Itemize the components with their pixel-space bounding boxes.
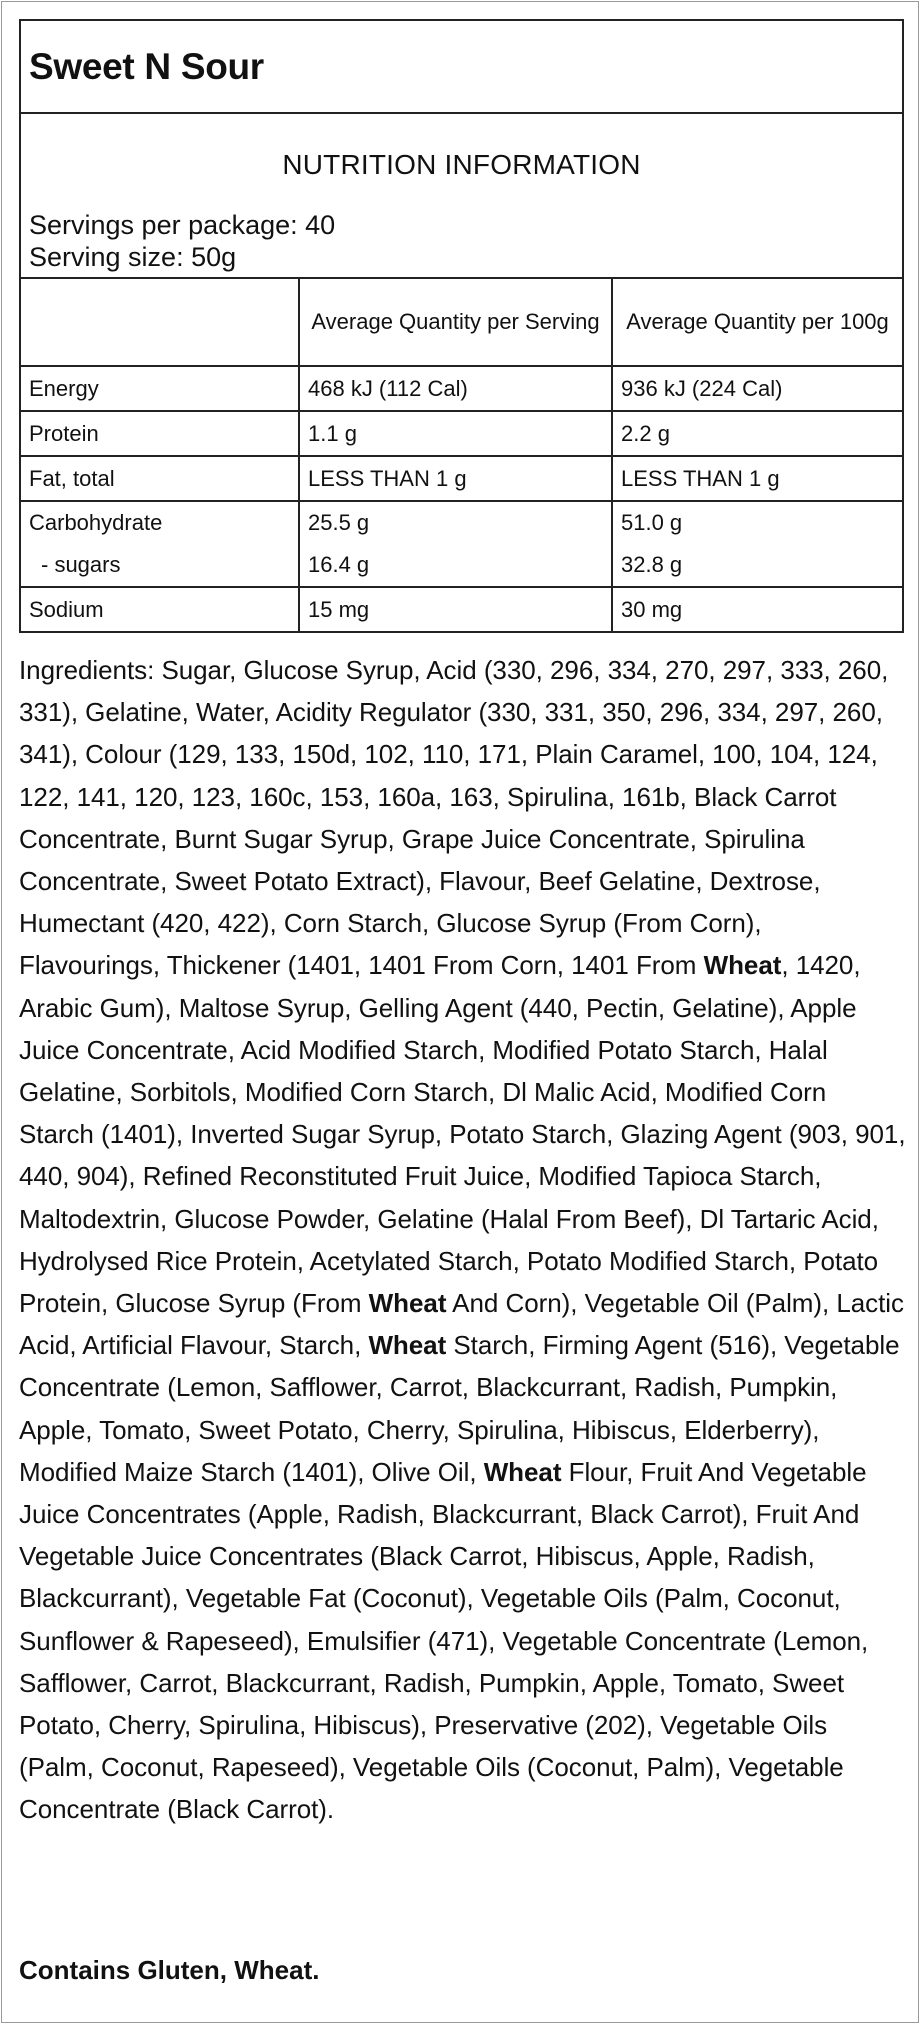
sugars-label: - sugars <box>41 552 121 577</box>
row-label: Sodium <box>21 587 299 631</box>
ingredients-part: Flour, Fruit And Vegetable Juice Concentrates (Apple, Radish, Blackcurrant, Black Carrot), Fruit And Vegetable Juice Concentrates (Black Carrot, Hibiscus, Apple, Radish, Blackcurrant), Vegetable Fat (Coconut), Vegetable Oils (Palm, Coconut, Sunflower & Rapeseed), Emulsifier (471), Vegetable Concentrate (Lemon, Safflower, Carrot, Blackcurrant, Radish, Pumpkin, Apple, Tomato, Sweet Potato, Cherry, Spirulina, Hibiscus), Preservative (202), Vegetable Oils (Palm, Coconut, Rapeseed), Vegetable Oils (Coconut, Palm), Vegetable Concentrate (Black Carrot). <box>19 1456 869 1825</box>
ingredients-part: And Corn), Vegetable Oil (Palm), Lactic Acid, Artificial Flavour, Starch, <box>19 1288 904 1361</box>
ingredients-part: Starch, Firming Agent (516), Vegetable Concentrate (Lemon, Safflower, Carrot, Blackcurrant, Radish, Pumpkin, Apple, Tomato, Sweet Potato, Cherry, Spirulina, Hibiscus, Elderberry), Modified Maize Starch (1401), Olive Oil, <box>19 1330 900 1487</box>
serving-size: Serving size: 50g <box>29 242 237 272</box>
column-header-blank <box>21 279 299 366</box>
table-row-sodium <box>21 587 902 631</box>
table-row-protein <box>21 411 902 456</box>
row-label <box>21 501 299 587</box>
row-per-serving: 15 mg <box>299 587 612 631</box>
allergen-highlight: Wheat <box>703 950 782 981</box>
row-per-100g: LESS THAN 1 g <box>612 456 902 501</box>
row-label: Protein <box>21 411 299 456</box>
column-header-per-serving: Average Quantity per Serving <box>299 279 612 366</box>
table-row-energy <box>21 366 902 411</box>
allergen-highlight: Wheat <box>368 1288 447 1319</box>
row-per-100g: 2.2 g <box>612 411 902 456</box>
sugars-per-100g: 32.8 g <box>621 552 683 577</box>
row-per-serving: 1.1 g <box>299 411 612 456</box>
table-row-fat <box>21 456 902 501</box>
title-box <box>21 21 902 114</box>
label-page <box>1 1 919 2023</box>
row-per-100g <box>612 501 902 587</box>
row-label: Fat, total <box>21 456 299 501</box>
column-header-per-100g: Average Quantity per 100g <box>612 279 902 366</box>
product-title: Sweet N Sour <box>29 45 264 87</box>
nutrition-panel <box>19 19 904 633</box>
table-row-carbohydrate <box>21 501 902 587</box>
servings-per-package: Servings per package: 40 <box>29 210 336 240</box>
row-per-serving: 468 kJ (112 Cal) <box>299 366 612 411</box>
nutrition-heading: NUTRITION INFORMATION <box>282 149 641 180</box>
allergen-statement: Contains Gluten, Wheat. <box>19 1955 320 1985</box>
sugars-per-serving: 16.4 g <box>308 552 370 577</box>
allergen-highlight: Wheat <box>483 1456 562 1487</box>
ingredients-part: Ingredients: Sugar, Glucose Syrup, Acid (330, 296, 334, 270, 297, 333, 260, 331), Gelatine, Water, Acidity Regulator (330, 331, 350, 296, 334, 297, 260, 341), Colour (129, 133, 150d, 102, 110, 171, Plain Caramel, 100, 104, 124, 122, 141, 120, 123, 160c, 153, 160a, 163, Spirulina, 161b, Black Carrot Concentrate, Burnt Sugar Syrup, Grape Juice Concentrate, Spirulina Concentrate, Sweet Potato Extract), Flavour, Beef Gelatine, Dextrose, Humectant (420, 422), Corn Starch, Glucose Syrup (From Corn), Flavourings, Thickener (1401, 1401 From Corn, 1401 From <box>19 655 889 981</box>
ingredients-part: , 1420, Arabic Gum), Maltose Syrup, Gelling Agent (440, Pectin, Gelatine), Apple Juice Concentrate, Acid Modified Starch, Modified Potato Starch, Halal Gelatine, Sorbitols, Modified Corn Starch, Dl Malic Acid, Modified Corn Starch (1401), Inverted Sugar Syrup, Potato Starch, Glazing Agent (903, 901, 440, 904), Refined Reconstituted Fruit Juice, Modified Tapioca Starch, Maltodextrin, Glucose Powder, Gelatine (Halal From Beef), Dl Tartaric Acid, Hydrolysed Rice Protein, Acetylated Starch, Potato Modified Starch, Potato Protein, Glucose Syrup (From <box>19 950 906 1319</box>
row-label: Energy <box>21 366 299 411</box>
carbohydrate-per-serving: 25.5 g <box>308 510 370 535</box>
nutrition-table <box>21 279 902 631</box>
table-header-row <box>21 279 902 366</box>
row-per-serving: LESS THAN 1 g <box>299 456 612 501</box>
row-per-100g: 30 mg <box>612 587 902 631</box>
row-per-serving <box>299 501 612 587</box>
nutrition-info-box <box>21 114 902 279</box>
carbohydrate-per-100g: 51.0 g <box>621 510 683 535</box>
servings-block <box>29 209 335 273</box>
carbohydrate-label: Carbohydrate <box>29 510 163 535</box>
allergen-highlight: Wheat <box>368 1330 447 1361</box>
ingredients-text <box>19 649 907 1831</box>
row-per-100g: 936 kJ (224 Cal) <box>612 366 902 411</box>
